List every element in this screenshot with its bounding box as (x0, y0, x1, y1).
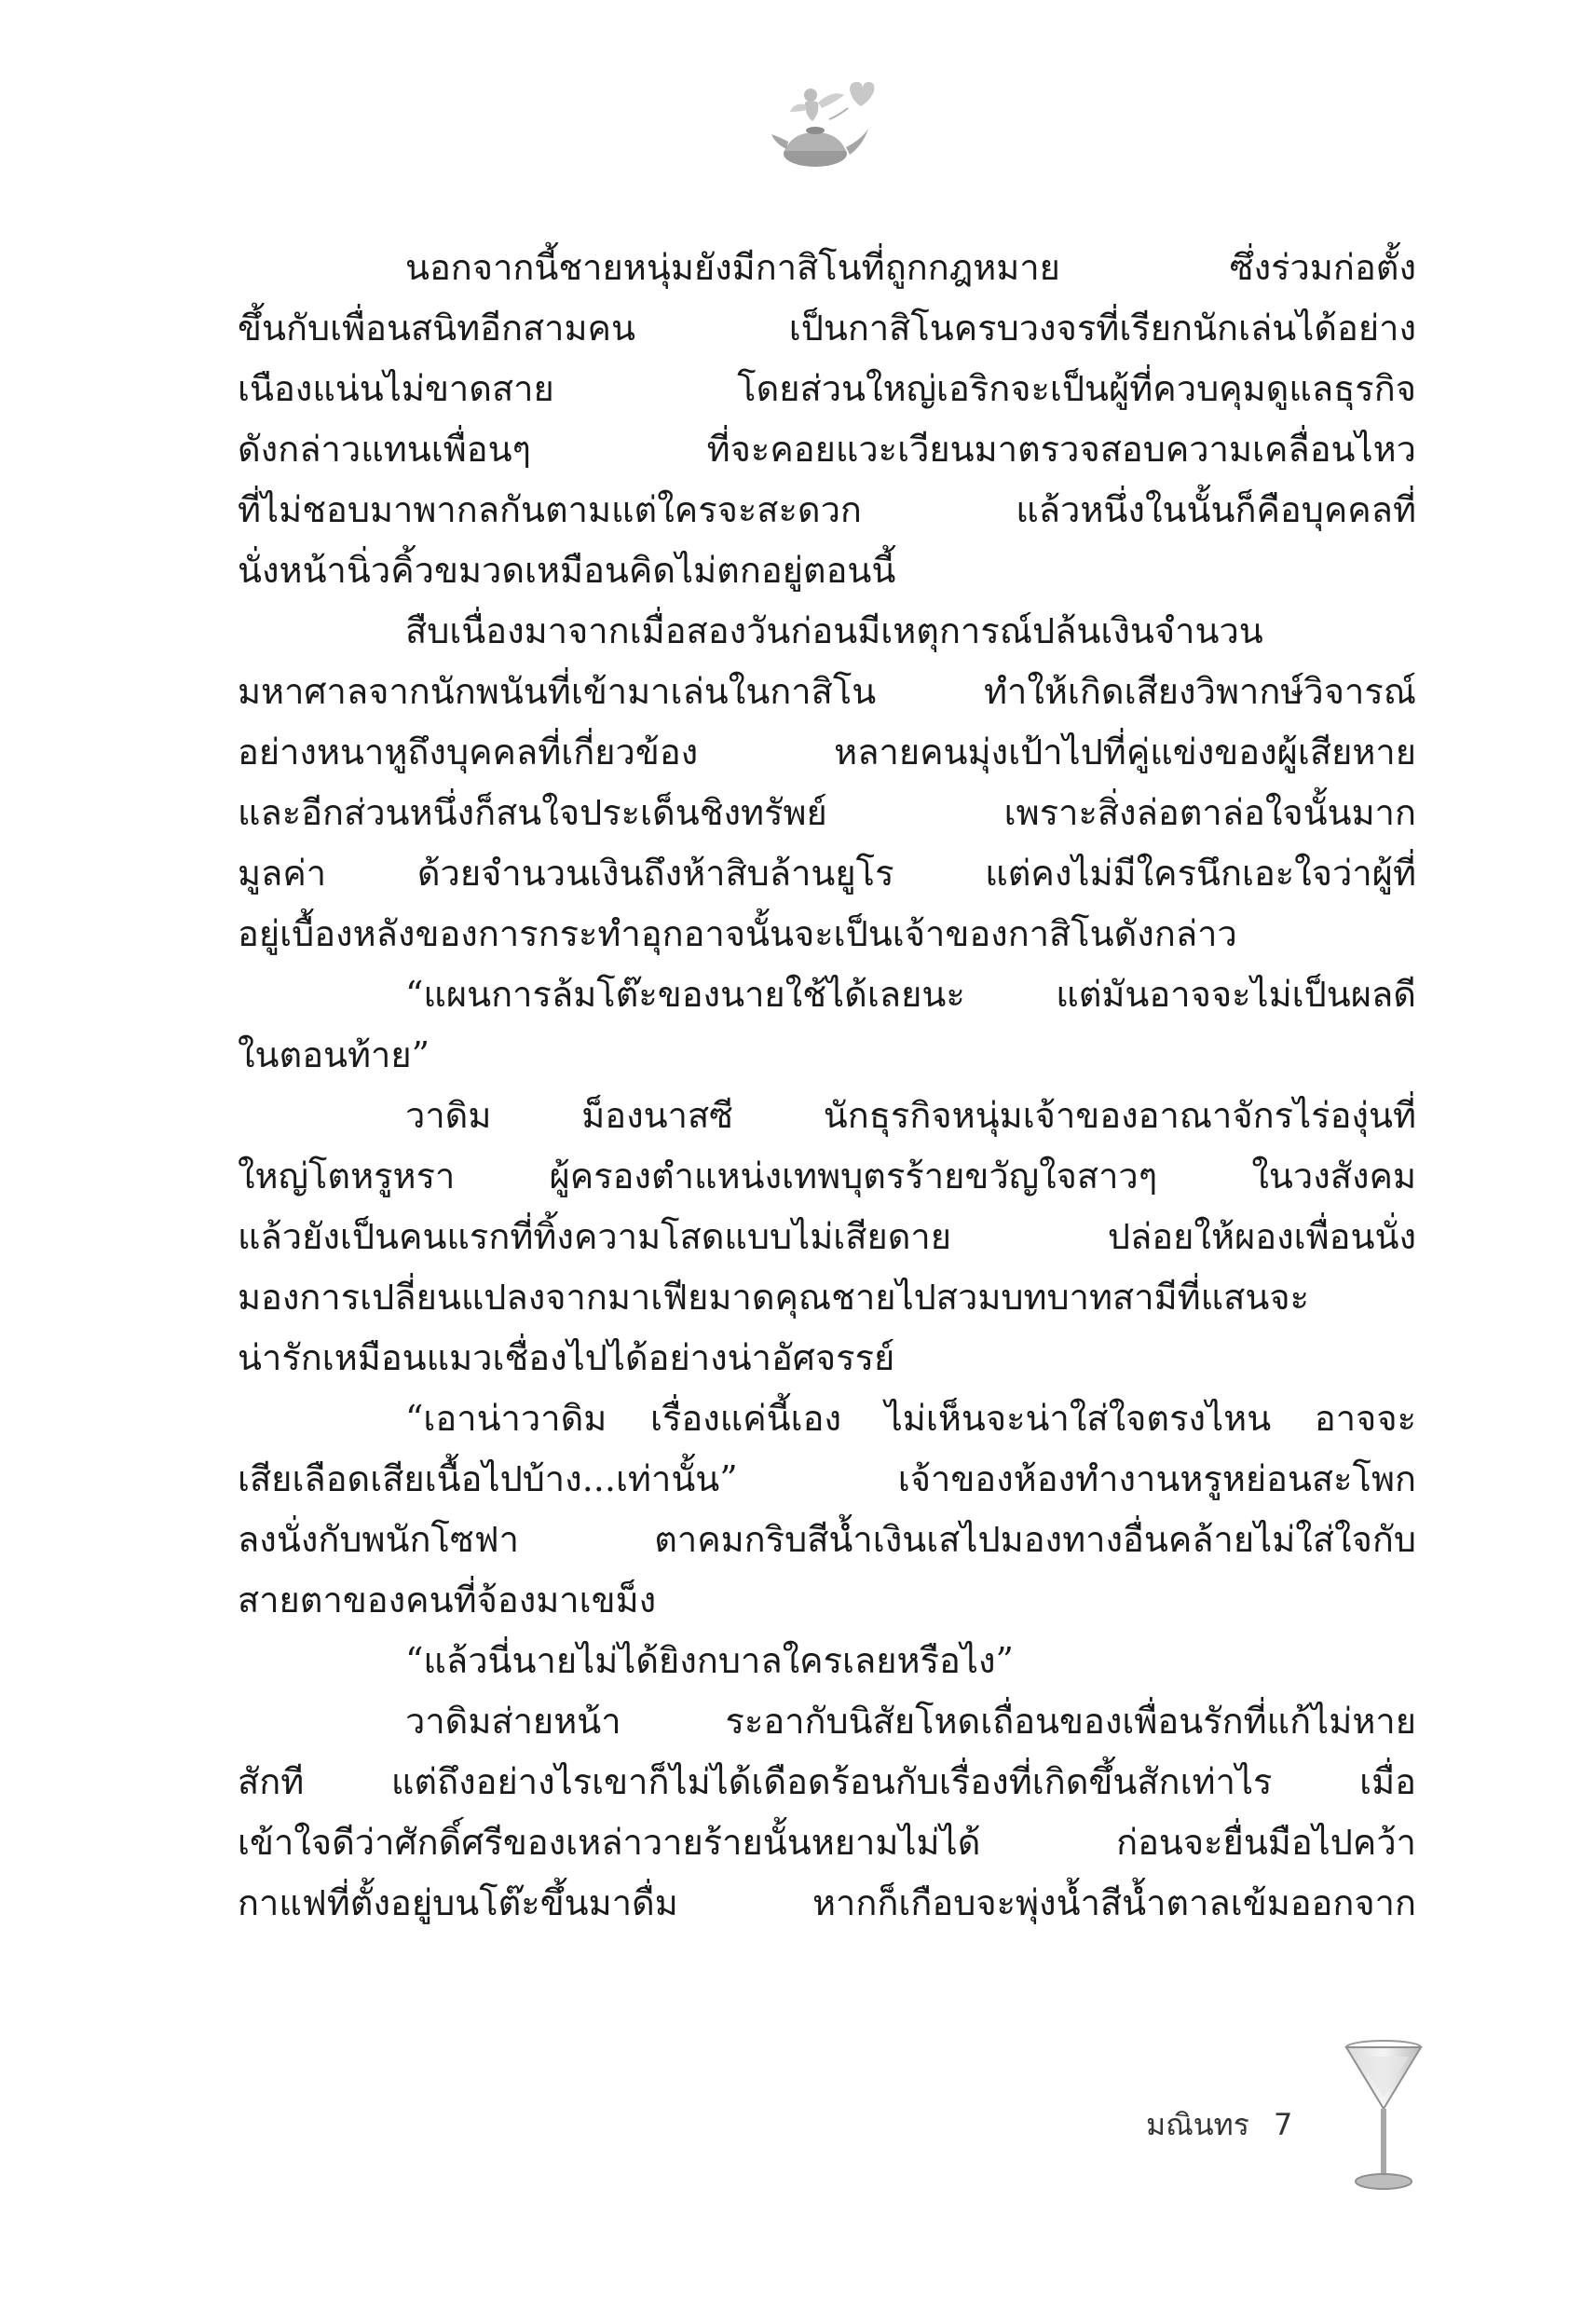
text-line: และอีกส่วนหนึ่งก็สนใจประเด็นชิงทรัพย์ เพราะสิ่งล่อตาล่อใจนั้นมาก (238, 792, 1416, 833)
text-line: “แล้วนี่นายไม่ได้ยิงกบาลใครเลยหรือไง” (405, 1640, 1014, 1681)
text-line: “เอาน่าวาดิม เรื่องแค่นี้เอง ไม่เห็นจะน่าใส่ใจตรงไหน อาจจะ (405, 1398, 1416, 1439)
paragraph-1 (238, 238, 1416, 601)
paragraph-3 (238, 964, 1416, 1086)
text-line: แล้วยังเป็นคนแรกที่ทิ้งความโสดแบบไม่เสียดาย ปล่อยให้ผองเพื่อนนั่ง (238, 1216, 1416, 1257)
text-line: ลงนั่งกับพนักโซฟา ตาคมกริบสีน้ำเงินเสไปมองทางอื่นคล้ายไม่ใส่ใจกับ (238, 1519, 1416, 1560)
text-line: เนืองแน่นไม่ขาดสาย โดยส่วนใหญ่เอริกจะเป็นผู้ที่ควบคุมดูแลธุรกิจ (238, 368, 1416, 409)
text-line: นอกจากนี้ชายหนุ่มยังมีกาสิโนที่ถูกกฎหมาย ซึ่งร่วมก่อตั้ง (405, 247, 1416, 288)
paragraph-4 (238, 1086, 1416, 1388)
paragraph-2 (238, 601, 1416, 964)
martini-glass-icon (1342, 2036, 1425, 2195)
text-line: น่ารักเหมือนแมวเชื่องไปได้อย่างน่าอัศจรรย์ (238, 1337, 895, 1378)
text-line: ดังกล่าวแทนเพื่อนๆ ที่จะคอยแวะเวียนมาตรวจสอบความเคลื่อนไหว (238, 429, 1416, 470)
text-line: ในตอนท้าย” (238, 1034, 430, 1075)
text-line: อยู่เบื้องหลังของการกระทำอุกอาจนั้นจะเป็นเจ้าของกาสิโนดังกล่าว (238, 913, 1237, 954)
text-line: กาแฟที่ตั้งอยู่บนโต๊ะขึ้นมาดื่ม หากก็เกือบจะพุ่งน้ำสีน้ำตาลเข้มออกจาก (238, 1882, 1416, 1923)
text-line: มหาศาลจากนักพนันที่เข้ามาเล่นในกาสิโน ทำให้เกิดเสียงวิพากษ์วิจารณ์ (238, 671, 1416, 712)
text-line: ขึ้นกับเพื่อนสนิทอีกสามคน เป็นกาสิโนครบวงจรที่เรียกนักเล่นได้อย่าง (238, 308, 1416, 349)
body-text (238, 238, 1416, 1934)
text-line: สักที แต่ถึงอย่างไรเขาก็ไม่ได้เดือดร้อนกับเรื่องที่เกิดขึ้นสักเท่าไร เมื่อ (238, 1761, 1416, 1802)
text-line: เสียเลือดเสียเนื้อไปบ้าง...เท่านั้น” เจ้าของห้องทำงานหรูหย่อนสะโพก (238, 1458, 1416, 1499)
text-line: มองการเปลี่ยนแปลงจากมาเฟียมาดคุณชายไปสวมบทบาทสามีที่แสนจะ (238, 1277, 1310, 1318)
text-line: นั่งหน้านิ่วคิ้วขมวดเหมือนคิดไม่ตกอยู่ตอนนี้ (238, 550, 896, 591)
text-line: ใหญ่โตหรูหรา ผู้ครองตำแหน่งเทพบุตรร้ายขวัญใจสาวๆ ในวงสังคม (238, 1156, 1416, 1197)
text-line: เข้าใจดีว่าศักดิ์ศรีของเหล่าวายร้ายนั้นหยามไม่ได้ ก่อนจะยื่นมือไปคว้า (238, 1822, 1416, 1863)
text-line: สายตาของคนที่จ้องมาเขม็ง (238, 1579, 657, 1620)
paragraph-5 (238, 1388, 1416, 1631)
page-number: 7 (1273, 2107, 1293, 2142)
cupid-teapot-ornament-icon (764, 75, 876, 177)
text-line: มูลค่า ด้วยจำนวนเงินถึงห้าสิบล้านยูโร แต่คงไม่มีใครนึกเอะใจว่าผู้ที่ (238, 853, 1416, 894)
book-title: มณินทร (1146, 2106, 1249, 2142)
text-line: “แผนการล้มโต๊ะของนายใช้ได้เลยนะ แต่มันอาจจะไม่เป็นผลดี (405, 974, 1416, 1015)
text-line: วาดิม ม็องนาสซี นักธุรกิจหนุ่มเจ้าของอาณาจักรไร่องุ่นที่ (405, 1095, 1416, 1136)
text-line: อย่างหนาหูถึงบุคคลที่เกี่ยวข้อง หลายคนมุ่งเป้าไปที่คู่แข่งของผู้เสียหาย (238, 732, 1416, 773)
text-line: สืบเนื่องมาจากเมื่อสองวันก่อนมีเหตุการณ์ปล้นเงินจำนวน (405, 610, 1263, 651)
text-line: ที่ไม่ชอบมาพากลกันตามแต่ใครจะสะดวก แล้วหนึ่งในนั้นก็คือบุคคลที่ (238, 489, 1416, 530)
page-footer (1146, 2087, 1292, 2162)
paragraph-6 (238, 1631, 1416, 1691)
paragraph-7 (238, 1691, 1416, 1934)
text-line: วาดิมส่ายหน้า ระอากับนิสัยโหดเถื่อนของเพื่อนรักที่แก้ไม่หาย (405, 1701, 1416, 1742)
